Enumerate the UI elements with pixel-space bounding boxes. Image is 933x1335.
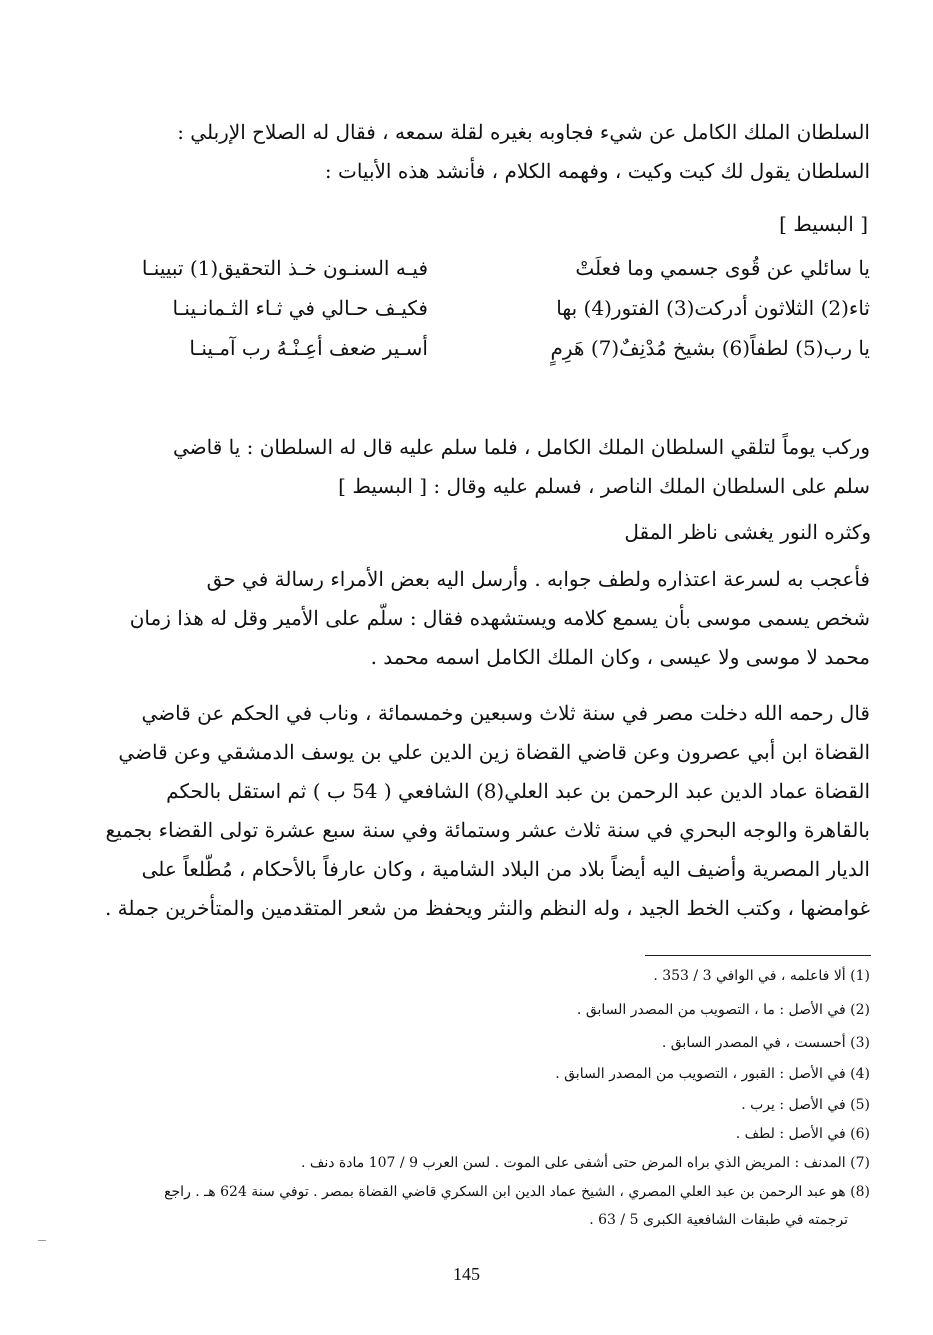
text-line: قال رحمه الله دخلت مصر في سنة ثلاث وسبعين وخمسمائة ، وناب في الحكم عن قاضي <box>141 701 870 725</box>
text-line: السلطان يقول لك كيت وكيت ، وفهمه الكلام ، فأنشد هذه الأبيات : <box>324 159 870 183</box>
text-line: وركب يوماً لتلقي السلطان الملك الكامل ، فلما سلم عليه قال له السلطان : يا قاضي <box>172 435 870 459</box>
text-line: بالقاهرة والوجه البحري في سنة ثلاث عشر وستمائة وفي سنة سبع عشرة تولى القضاء بجميع <box>105 818 870 842</box>
text-line: فأعجب به لسرعة اعتذاره ولطف جوابه . وأرسل اليه بعض الأمراء رسالة في حق <box>206 567 870 591</box>
footnote-1: (1) ألا فاعلمه ، في الوافي 3 / 353 . <box>653 968 870 984</box>
footnote-8-continued: ترجمته في طبقات الشافعية الكبرى 5 / 63 . <box>589 1212 848 1228</box>
verse-line-1 <box>98 256 870 296</box>
meter-label: [ البسيط ] <box>779 212 868 236</box>
paragraph-3 <box>98 560 870 677</box>
footnote-divider <box>645 955 871 956</box>
text-line: القضاة ابن أبي عصرون وعن قاضي القضاة زين الدين علي بن يوسف الدمشقي وعن قاضي <box>118 740 870 764</box>
verse-line-3 <box>98 336 870 376</box>
text-line: غوامضها ، وكتب الخط الجيد ، وله النظم والنثر ويحفظ من شعر المتقدمين والمتأخرين جملة . <box>104 896 870 920</box>
text-line: شخص يسمى موسى بأن يسمع كلامه ويستشهده فقال : سلّم على الأمير وقل له هذا زمان <box>129 606 870 630</box>
text-line: سلم على السلطان الملك الناصر ، فسلم عليه وقال : [ البسيط ] <box>338 474 870 498</box>
verse-second-hemistich: أسـير ضعف أعِـنْـهُ رب آمـينـا <box>189 336 428 360</box>
text-line: السلطان الملك الكامل عن شيء فجاوبه بغيره لقلة سمعه ، فقال له الصلاح الإربلي : <box>177 120 870 144</box>
verse-first-hemistich: يا سائلي عن قُوى جسمي وما فعلَتْ <box>575 256 870 280</box>
verse-first-hemistich: ثاء(2) الثلاثون أدركت(3) الفتور(4) بها <box>556 296 870 320</box>
verse-first-hemistich: يا رب(5) لطفاً(6) بشيخ مُدْنِفٌ(7) هَرِمٍ <box>550 336 870 360</box>
footnote-6: (6) في الأصل : لطف . <box>735 1126 870 1142</box>
footnote-8: (8) هو عبد الرحمن بن عبد العلي المصري ، الشيخ عماد الدين ابن السكري قاضي القضاة بمصر . توفي سنة 624 هـ . راجع <box>164 1184 870 1200</box>
text-line: محمد لا موسى ولا عيسى ، وكان الملك الكامل اسمه محمد . <box>370 645 870 669</box>
paragraph-4 <box>98 694 870 928</box>
text-line: الديار المصرية وأضيف اليه أيضاً بلاد من البلاد الشامية ، وكان عارفاً بالأحكام ، مُطّلعاً على <box>141 857 870 881</box>
footnote-7: (7) المدنف : المريض الذي براه المرض حتى أشفى على الموت . لسن العرب 9 / 107 مادة دنف . <box>300 1155 870 1171</box>
page-number: 145 <box>453 1264 480 1284</box>
paragraph-1 <box>98 113 870 191</box>
verse-line-2 <box>98 296 870 336</box>
text-line: القضاة عماد الدين عبد الرحمن بن عبد العلي(8) الشافعي ( 54 ب ) ثم استقل بالحكم <box>166 779 870 803</box>
footnote-4: (4) في الأصل : القبور ، التصويب من المصدر السابق . <box>555 1066 870 1082</box>
footnote-5: (5) في الأصل : يرب . <box>741 1097 870 1113</box>
short-verse: وكثره النور يغشى ناظر المقل <box>624 520 871 544</box>
verse-second-hemistich: فيـه السنـون خـذ التحقيق(1) تبيينـا <box>141 256 428 280</box>
margin-mark <box>38 1240 46 1241</box>
footnote-2: (2) في الأصل : ما ، التصويب من المصدر السابق . <box>576 1002 870 1018</box>
footnote-3: (3) أحسست ، في المصدر السابق . <box>661 1035 870 1051</box>
paragraph-2 <box>98 428 870 506</box>
verse-second-hemistich: فكيـف حـالي في ثـاء الثـمانـينـا <box>172 296 428 320</box>
